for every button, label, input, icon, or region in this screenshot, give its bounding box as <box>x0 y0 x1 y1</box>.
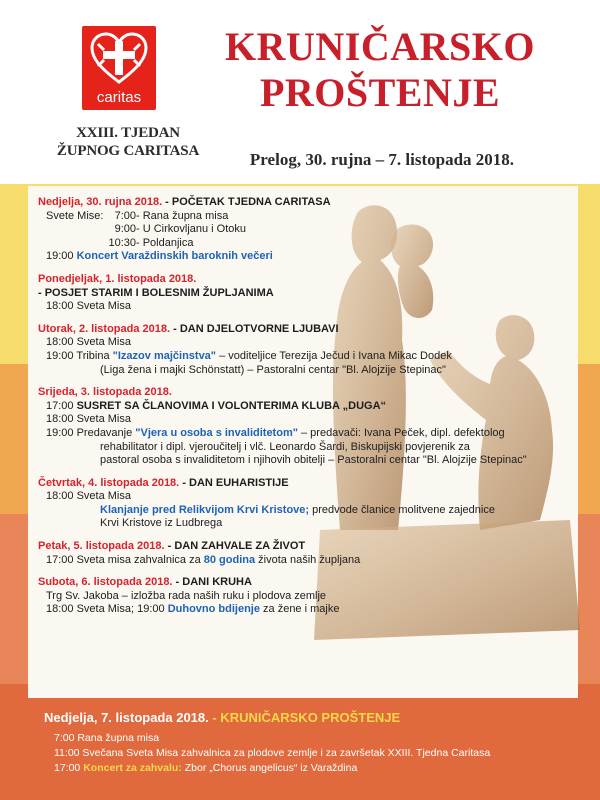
event-line: 17:00 Sveta misa zahvalnica za 80 godina života naših župljana <box>46 553 361 566</box>
day-theme: - DAN DJELOTVORNE LJUBAVI <box>170 322 339 335</box>
event-line: pastoral osoba s invaliditetom i njihovih obitelji – Pastoralni centar "Bl. Alojzije Stepinac" <box>100 454 527 467</box>
event-line: (Liga žena i majki Schönstatt) – Pastoralni centar "Bl. Alojzije Stepinac" <box>100 363 446 376</box>
footer-theme: - KRUNIČARSKO PROŠTENJE <box>208 710 401 725</box>
day-date: Srijeda, 3. listopada 2018. <box>38 386 172 399</box>
footer-date: Nedjelja, 7. listopada 2018. <box>44 710 209 725</box>
mass-text: - Rana župna misa <box>136 209 229 222</box>
event-line: Klanjanje pred Relikvijom Krvi Kristove; predvode članice molitvene zajednice <box>100 503 495 516</box>
mass-time: 7:00 <box>114 209 136 222</box>
mass-row <box>38 223 558 237</box>
day-wednesday-3 <box>38 386 558 468</box>
day-heading <box>38 477 558 491</box>
day-theme: - DANI KRUHA <box>172 576 252 589</box>
mass-text: - U Cirkovljanu i Otoku <box>136 223 247 236</box>
poster-title <box>190 24 570 116</box>
day-date: Subota, 6. listopada 2018. <box>38 576 173 589</box>
event-line: Trg Sv. Jakoba – izložba rada naših ruku i plodova zemlje <box>46 589 327 602</box>
caritas-heart-cross-icon <box>90 32 148 84</box>
footer-line: 7:00 Rana župna misa <box>54 732 160 744</box>
footer-highlight: Koncert za zahvalu: <box>83 762 182 774</box>
event-line: 18:00 Sveta Misa <box>46 300 131 313</box>
title-line-2: PROŠTENJE <box>259 70 501 115</box>
event-line: 19:00 Tribina "Izazov majčinstva" – voditeljice Terezija Ječud i Ivana Mikac Dodek <box>46 349 452 362</box>
footer-line: 17:00 Koncert za zahvalu: Zbor „Chorus angelicus“ iz Varaždina <box>54 762 358 774</box>
day-heading <box>38 196 558 210</box>
day-heading <box>38 576 558 590</box>
mass-time: 9:00 <box>114 223 136 236</box>
event-title: SUSRET SA ČLANOVIMA I VOLONTERIMA KLUBA „DUGA“ <box>76 399 387 412</box>
day-theme: - DAN ZAHVALE ZA ŽIVOT <box>164 540 306 553</box>
day-monday-1 <box>38 273 558 314</box>
day-date: Ponedjeljak, 1. listopada 2018. <box>38 272 197 285</box>
event-title: Duhovno bdijenje <box>167 603 260 616</box>
day-theme: - POSJET STARIM I BOLESNIM ŽUPLJANIMA <box>38 286 274 299</box>
event-line: 18:00 Sveta Misa <box>46 490 131 503</box>
event-title: Koncert Varaždinskih baroknih večeri <box>76 250 273 263</box>
event-title: "Izazov majčinstva" <box>112 349 217 362</box>
day-date: Nedjelja, 30. rujna 2018. <box>38 196 163 208</box>
event-highlight: 80 godina <box>203 553 256 566</box>
poster-header <box>0 0 600 184</box>
day-tuesday-2 <box>38 323 558 377</box>
caritas-logo <box>82 26 156 110</box>
day-friday-5 <box>38 540 558 567</box>
title-line-1: KRUNIČARSKO <box>225 24 535 69</box>
edition-label <box>48 124 208 160</box>
event-line: 19:00 Predavanje "Vjera u osoba s invaliditetom" – predavači: Ivana Peček, dipl. defektolog <box>46 426 505 439</box>
logo-text: caritas <box>96 89 142 106</box>
final-day-footer <box>0 700 600 800</box>
event-line: Krvi Kristove iz Ludbrega <box>100 517 223 530</box>
mass-row <box>38 237 558 251</box>
event-line: 18:00 Sveta Misa <box>46 413 131 426</box>
event-title: "Vjera u osoba s invaliditetom" <box>135 426 298 439</box>
day-date: Četvrtak, 4. listopada 2018. <box>38 476 180 489</box>
mass-text: - Poldanjica <box>136 236 194 249</box>
event-line: 18:00 Sveta Misa; 19:00 Duhovno bdijenje za žene i majke <box>46 603 340 616</box>
event-title: Klanjanje pred Relikvijom Krvi Kristove; <box>100 503 310 516</box>
day-heading <box>38 323 558 337</box>
event-line: rehabilitator i dipl. vjeroučitelj i vlč. Leonardo Šardi, Biskupijski povjerenik za <box>100 440 470 453</box>
edition-line-2: ŽUPNOG CARITASA <box>56 143 200 159</box>
day-date: Utorak, 2. listopada 2018. <box>38 322 171 335</box>
edition-line-1: XXIII. TJEDAN <box>76 125 180 141</box>
program-list <box>38 196 558 626</box>
day-sunday-30 <box>38 196 558 264</box>
day-saturday-6 <box>38 576 558 617</box>
event-time: 19:00 <box>46 250 74 263</box>
event-line: 17:00 SUSRET SA ČLANOVIMA I VOLONTERIMA KLUBA „DUGA“ <box>46 399 387 412</box>
day-date: Petak, 5. listopada 2018. <box>38 540 165 553</box>
day-theme: - POČETAK TJEDNA CARITASA <box>162 196 331 208</box>
event-line <box>38 250 558 264</box>
day-thursday-4 <box>38 477 558 531</box>
footer-line: 11:00 Svečana Sveta Misa zahvalnica za plodove zemlje i za završetak XXIII. Tjedna Caritasa <box>54 747 491 759</box>
footer-heading <box>44 710 600 725</box>
mass-row <box>38 210 558 224</box>
day-theme: - DAN EUHARISTIJE <box>179 476 289 489</box>
place-and-dates: Prelog, 30. rujna – 7. listopada 2018. <box>249 150 515 169</box>
mass-time: 10:30 <box>108 236 136 249</box>
day-heading <box>38 540 558 554</box>
masses-label: Svete Mise: <box>46 209 104 222</box>
event-line: 18:00 Sveta Misa <box>46 336 131 349</box>
